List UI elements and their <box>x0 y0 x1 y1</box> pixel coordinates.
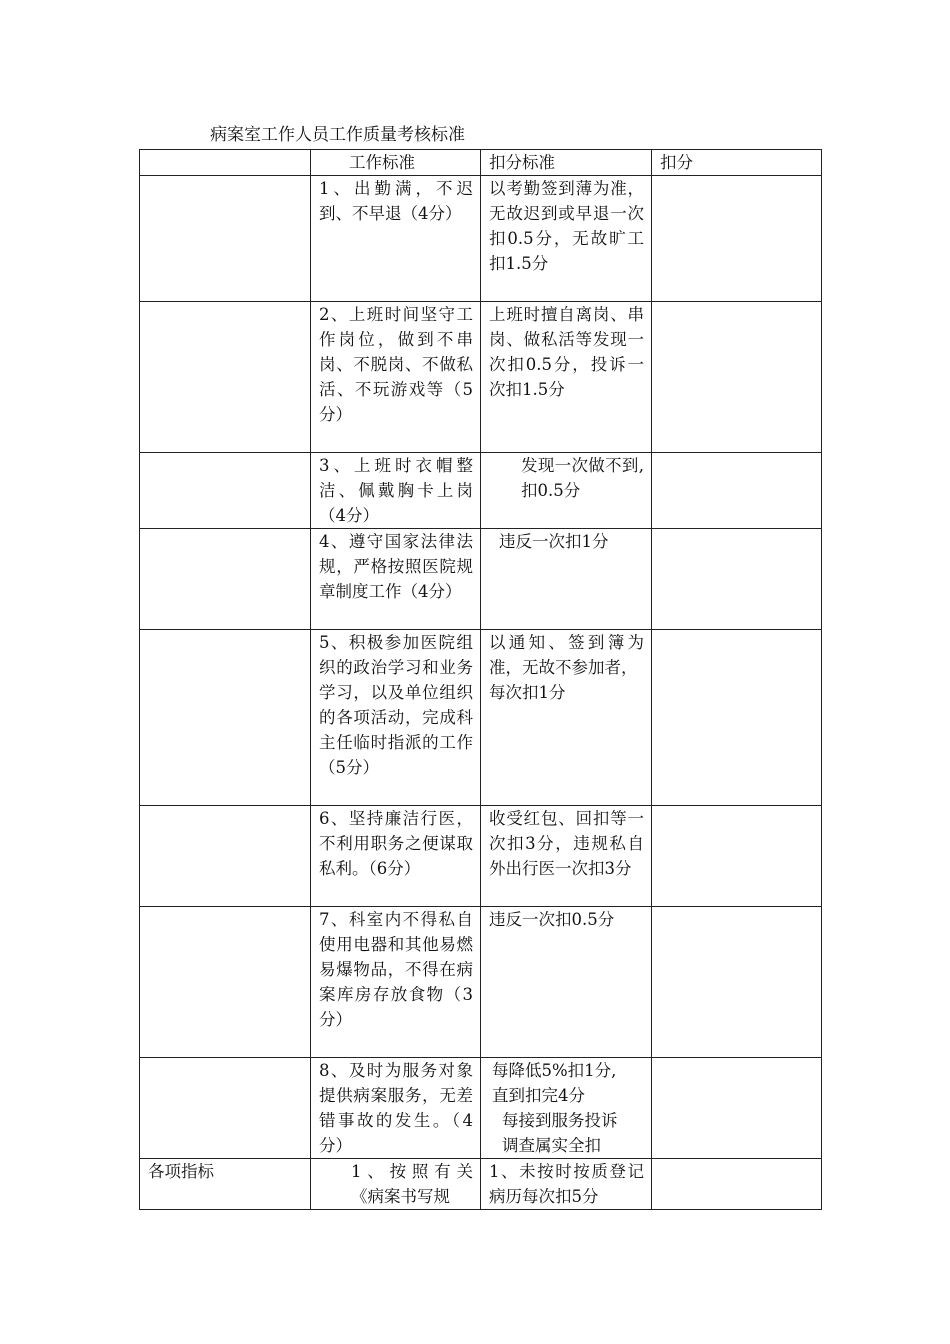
deduction-line: 直到扣完4分 <box>492 1086 585 1105</box>
deduction-line: 以通知、签到簿为准，无故不参加者， <box>489 633 644 677</box>
deduction-cell: 发现一次做不到,扣0.5分 <box>481 453 652 529</box>
deduction-line: 每次扣1分 <box>489 683 566 702</box>
table-row <box>140 907 822 1058</box>
deduction-line: 每接到服务投诉 <box>502 1111 618 1130</box>
category-cell <box>140 806 311 907</box>
table-row <box>140 302 822 453</box>
page-title: 病案室工作人员工作质量考核标准 <box>210 125 465 145</box>
table-row <box>140 806 822 907</box>
standard-cell: 5、积极参加医院组织的政治学习和业务学习，以及单位组织的各项活动，完成科主任临时指派的工作（5分） <box>311 630 481 806</box>
category-cell <box>140 453 311 529</box>
category-cell <box>140 302 311 453</box>
score-cell <box>652 302 822 453</box>
standard-cell: 1、按照有关《病案书写规 <box>311 1159 481 1210</box>
score-cell <box>652 453 822 529</box>
table-row <box>140 1159 822 1210</box>
category-cell <box>140 907 311 1058</box>
table-header-row <box>140 150 822 176</box>
category-cell: 各项指标 <box>140 1159 311 1210</box>
deduction-cell <box>481 1058 652 1159</box>
deduction-cell: 以考勤签到薄为准，无故迟到或早退一次扣0.5分，无故旷工扣1.5分 <box>481 176 652 302</box>
standard-cell: 7、科室内不得私自使用电器和其他易燃易爆物品，不得在病案库房存放食物（3分） <box>311 907 481 1058</box>
assessment-table <box>139 149 822 1210</box>
header-deduction: 扣分标准 <box>481 150 652 176</box>
category-cell <box>140 630 311 806</box>
table-row <box>140 1058 822 1159</box>
table-row <box>140 453 822 529</box>
standard-cell: 2、上班时间坚守工作岗位，做到不串岗、不脱岗、不做私活、不玩游戏等（5分） <box>311 302 481 453</box>
score-cell <box>652 1058 822 1159</box>
score-cell <box>652 529 822 630</box>
standard-cell: 1、出勤满，不迟到、不早退（4分） <box>311 176 481 302</box>
score-cell <box>652 630 822 806</box>
score-cell <box>652 907 822 1058</box>
standard-cell: 4、遵守国家法律法规，严格按照医院规章制度工作（4分） <box>311 529 481 630</box>
deduction-cell: 上班时擅自离岗、串岗、做私活等发现一次扣0.5分，投诉一次扣1.5分 <box>481 302 652 453</box>
header-score: 扣分 <box>652 150 822 176</box>
header-category <box>140 150 311 176</box>
deduction-cell: 收受红包、回扣等一次扣3分，违规私自外出行医一次扣3分 <box>481 806 652 907</box>
table-row <box>140 630 822 806</box>
deduction-line: 调查属实全扣 <box>502 1136 601 1155</box>
category-cell <box>140 529 311 630</box>
score-cell <box>652 1159 822 1210</box>
standard-cell: 3、上班时衣帽整洁、佩戴胸卡上岗（4分） <box>311 453 481 529</box>
standard-cell: 8、及时为服务对象提供病案服务，无差错事故的发生。（4分） <box>311 1058 481 1159</box>
score-cell <box>652 176 822 302</box>
standard-cell: 6、坚持廉洁行医，不利用职务之便谋取私利。（6分） <box>311 806 481 907</box>
deduction-cell: 违反一次扣0.5分 <box>481 907 652 1058</box>
deduction-cell: 违反一次扣1分 <box>481 529 652 630</box>
header-standard: 工作标准 <box>311 150 481 176</box>
table-row <box>140 176 822 302</box>
category-cell <box>140 176 311 302</box>
table-row <box>140 529 822 630</box>
deduction-cell <box>481 630 652 806</box>
deduction-cell: 1、未按时按质登记病历每次扣5分 <box>481 1159 652 1210</box>
score-cell <box>652 806 822 907</box>
category-cell <box>140 1058 311 1159</box>
deduction-line: 每降低5%扣1分, <box>492 1061 617 1080</box>
